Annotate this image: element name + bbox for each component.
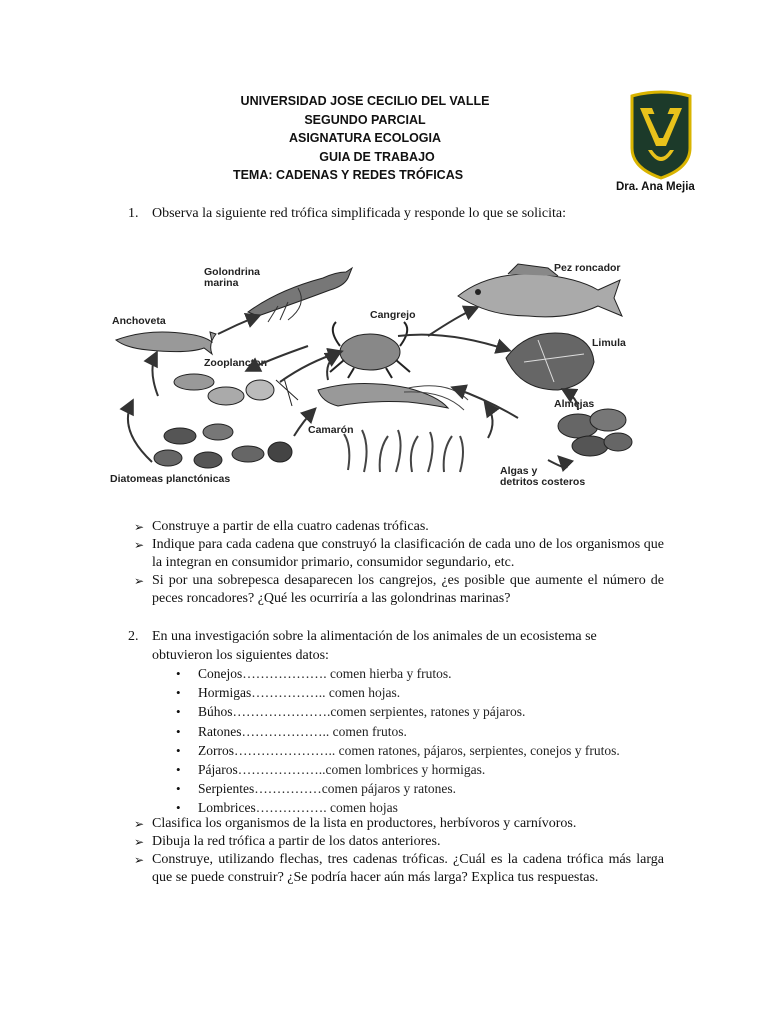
task-2-2: ➢ Dibuja la red trófica a partir de los datos anteriores. [134,833,664,851]
question-1-tasks [134,518,664,608]
question-1-text: Observa la siguiente red trófica simplificada y responde lo que se solicita: [152,206,567,221]
almejas-illustration [558,409,632,456]
question-2-text-1: En una investigación sobre la alimentación de los animales de un ecosistema se [152,629,597,644]
label-almejas: Almejas [554,398,595,410]
university-logo [628,90,694,180]
teacher-name: Dra. Ana Mejia [616,181,695,193]
list-item: • Conejos………………. comen hierba y frutos. [176,664,620,683]
list-item: • Ratones……………….. comen frutos. [176,722,620,741]
list-item: • Zorros………………….. comen ratones, pájaros, serpientes, conejos y frutos. [176,741,620,760]
task-2-1: ➢ Clasifica los organismos de la lista en productores, herbívoros y carnívoros. [134,815,664,833]
label-anchoveta: Anchoveta [112,315,166,327]
subject-name: ASIGNATURA ECOLOGIA [288,131,442,145]
question-2-number: 2. [128,629,139,644]
exam-name: SEGUNDO PARCIAL [304,112,426,127]
label-cangrejo: Cangrejo [370,309,416,321]
task-1-3: ➢ Si por una sobrepesca desaparecen los cangrejos, ¿es posible que aumente el número de peces roncadores? ¿Qué les ocurriría a las golondrinas marinas? [134,572,664,608]
limula-illustration [506,333,594,390]
label-algas-2: detritos costeros [500,476,586,488]
label-golondrina-1: Golondrina [204,266,260,278]
question-2-tasks [134,815,664,887]
question-2-text-2: obtuvieron los siguientes datos: [152,648,329,663]
list-item: • Pájaros………………..comen lombrices y hormigas. [176,760,620,779]
question-1-number: 1. [128,206,139,221]
list-item: • Búhos………………….comen serpientes, ratones y pájaros. [176,702,620,721]
label-golondrina-2: marina [204,277,239,289]
camaron-illustration [318,383,468,410]
list-item: • Serpientes……………comen pájaros y ratones. [176,779,620,798]
list-item: • Lombrices……………. comen hojas [176,798,620,817]
document-header [200,92,530,185]
question-1 [128,204,566,223]
label-zooplancton: Zooplancton [204,357,267,369]
university-name: UNIVERSIDAD JOSE CECILIO DEL VALLE [240,94,490,108]
label-pez-roncador: Pez roncador [554,262,621,274]
task-2-3: ➢ Construye, utilizando flechas, tres cadenas tróficas. ¿Cuál es la cadena trófica más larga que se puede construir? ¿Se podría hacer aún más larga? Explica tus respuestas. [134,851,664,887]
label-camaron: Camarón [308,424,354,436]
diatomeas-illustration [154,424,292,468]
cangrejo-illustration [330,322,410,378]
list-item: • Hormigas…………….. comen hojas. [176,683,620,702]
algas-illustration [344,430,463,472]
feeding-data-list [176,664,620,818]
guide-title: GUIA DE TRABAJO [319,149,435,164]
question-2 [128,627,662,665]
bird-illustration [248,268,352,322]
food-web-figure [108,250,648,495]
anchoveta-illustration [116,332,216,354]
label-limula: Limula [592,337,626,349]
topic-title: TEMA: CADENAS Y REDES TRÓFICAS [232,168,464,182]
task-1-1: ➢ Construye a partir de ella cuatro cadenas tróficas. [134,518,664,536]
label-algas-1: Algas y [500,465,538,477]
task-1-2: ➢ Indique para cada cadena que construyó la clasificación de cada uno de los organismos que la integran en consumidor primario, consumidor segundario, etc. [134,536,664,572]
label-diatomeas: Diatomeas planctónicas [110,473,231,485]
zooplancton-illustration [174,374,298,406]
